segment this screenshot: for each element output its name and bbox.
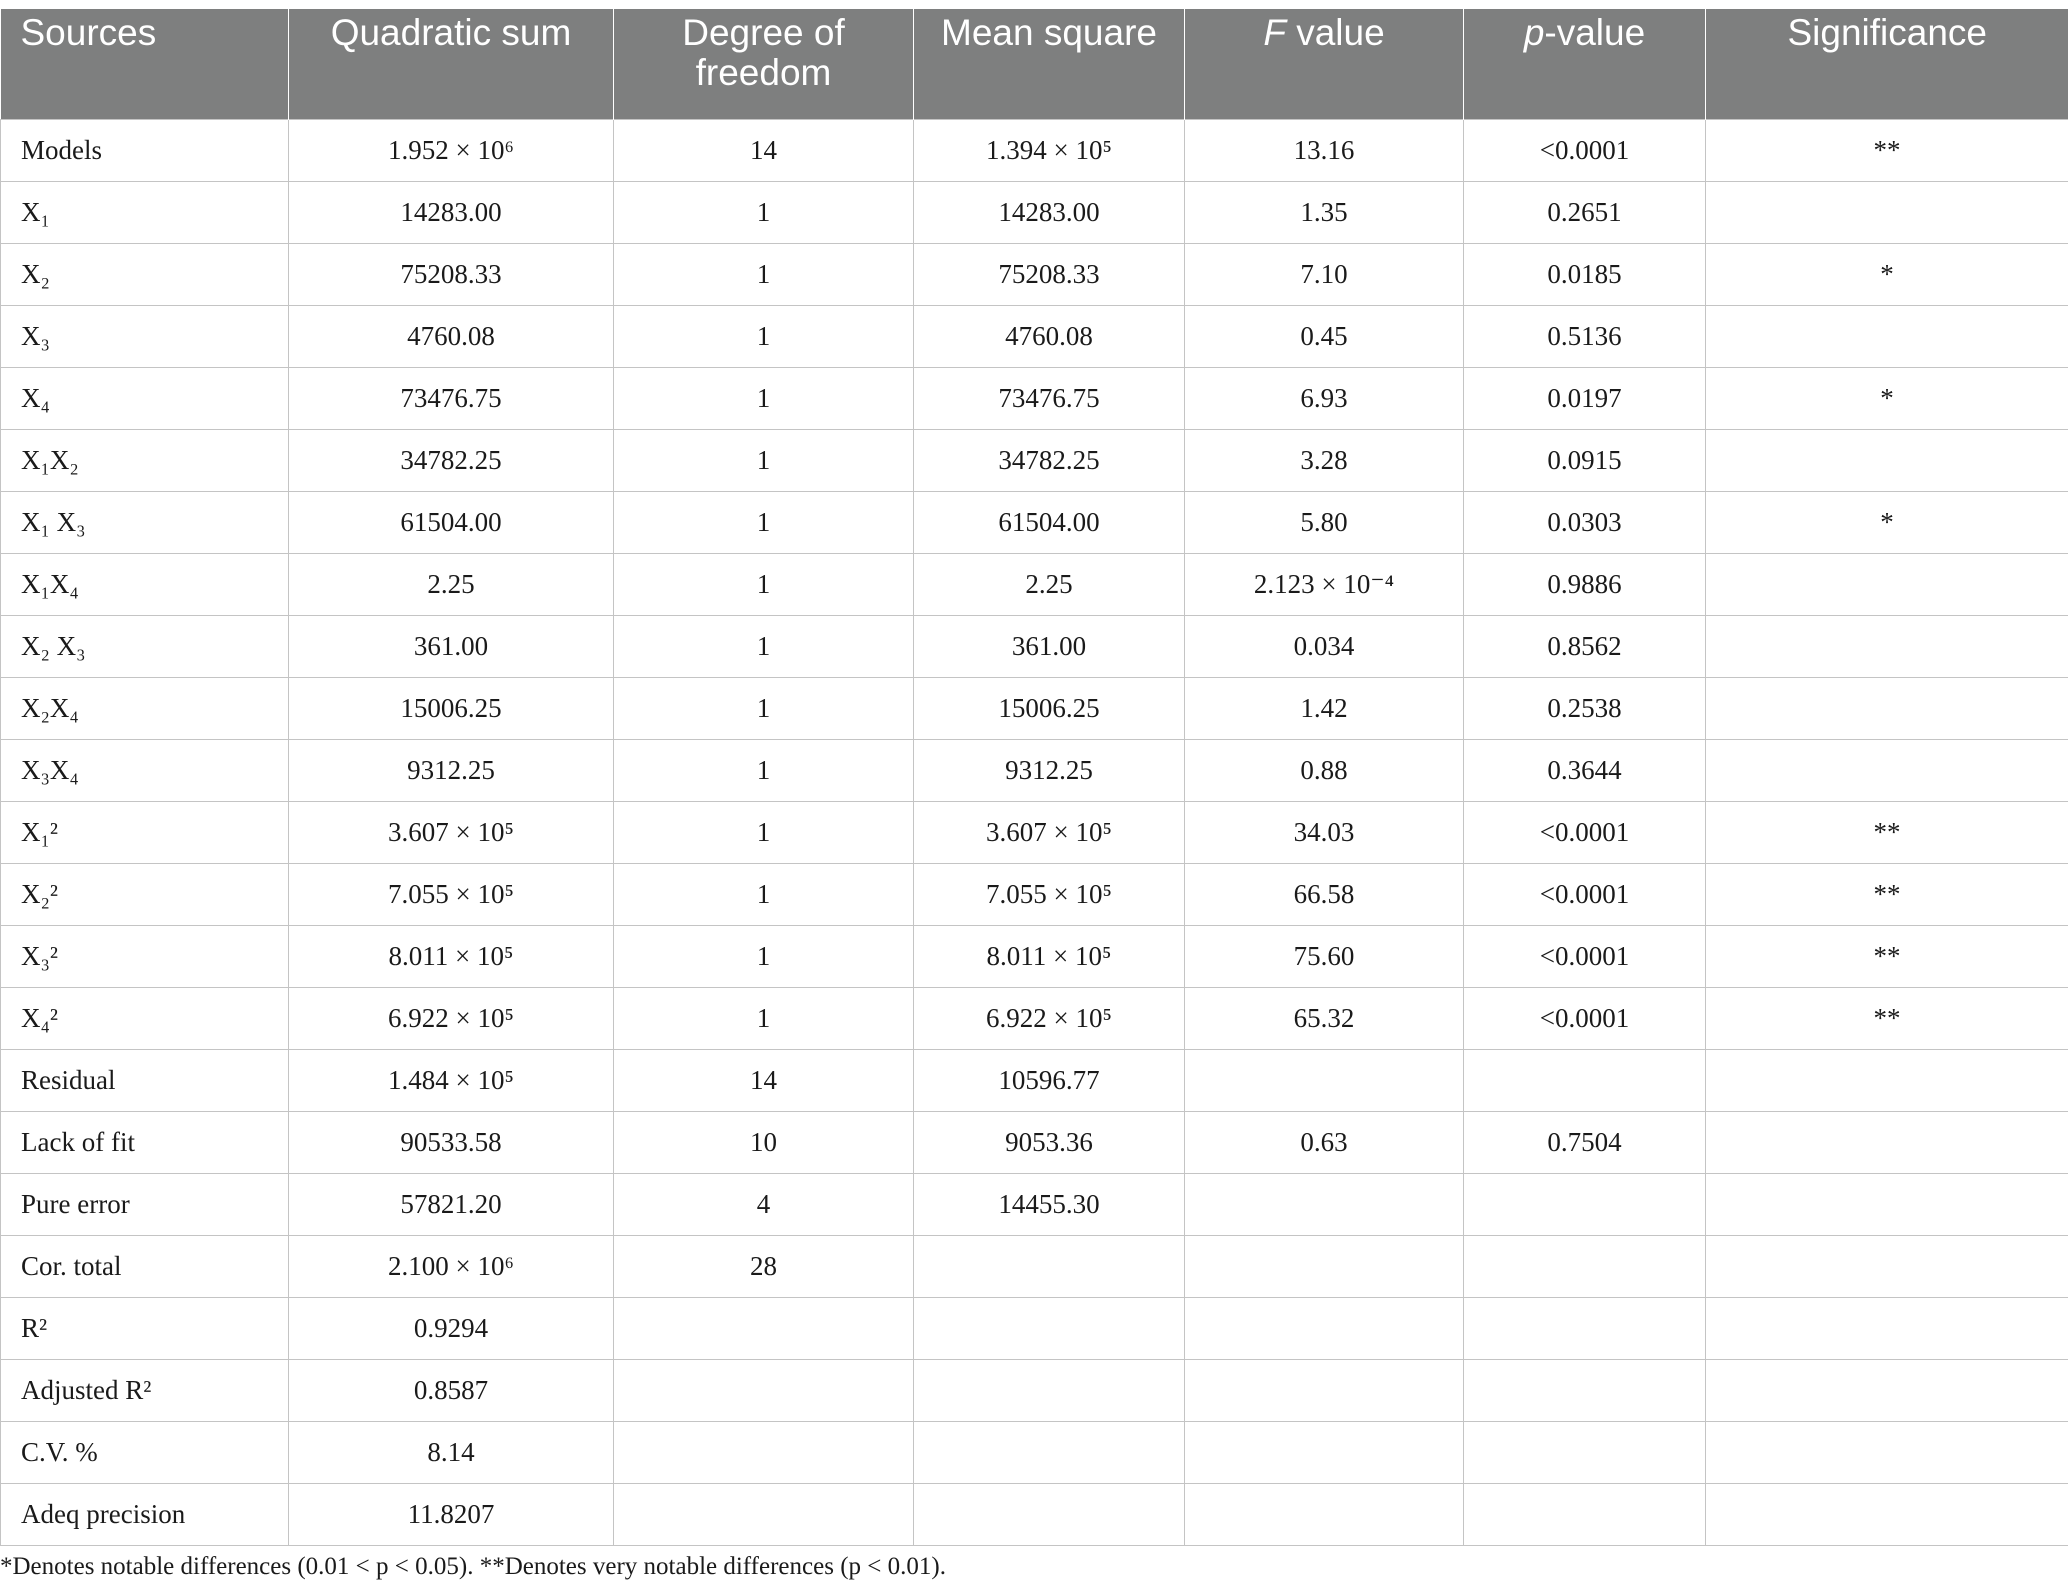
table-body	[1, 119, 2068, 1545]
quadratic-sum-cell: 2.25	[289, 553, 614, 615]
f-value-cell: 0.63	[1185, 1111, 1464, 1173]
significance-cell: *	[1706, 243, 2068, 305]
header-quadratic-sum: Quadratic sum	[289, 9, 614, 119]
mean-square-cell: 2.25	[914, 553, 1185, 615]
table-row	[1, 1173, 2068, 1235]
header-f-symbol: F	[1263, 12, 1286, 53]
header-f-value	[1185, 9, 1464, 119]
mean-square-cell: 15006.25	[914, 677, 1185, 739]
mean-square-cell	[914, 1483, 1185, 1545]
header-p-label: -value	[1544, 12, 1646, 53]
degree-of-freedom-cell: 1	[614, 367, 914, 429]
significance-cell: **	[1706, 863, 2068, 925]
f-value-cell: 1.42	[1185, 677, 1464, 739]
table-row	[1, 863, 2068, 925]
source-cell: X₁	[1, 181, 289, 243]
table-row	[1, 739, 2068, 801]
source-cell: X₂ X₃	[1, 615, 289, 677]
table-row	[1, 181, 2068, 243]
mean-square-cell: 6.922 × 10⁵	[914, 987, 1185, 1049]
mean-square-cell: 8.011 × 10⁵	[914, 925, 1185, 987]
quadratic-sum-cell: 61504.00	[289, 491, 614, 553]
degree-of-freedom-cell: 1	[614, 987, 914, 1049]
source-cell: X₂X₄	[1, 677, 289, 739]
source-cell: X₂	[1, 243, 289, 305]
significance-cell	[1706, 1297, 2068, 1359]
p-value-cell	[1464, 1483, 1706, 1545]
degree-of-freedom-cell	[614, 1483, 914, 1545]
significance-cell	[1706, 181, 2068, 243]
degree-of-freedom-cell: 1	[614, 863, 914, 925]
degree-of-freedom-cell: 1	[614, 553, 914, 615]
f-value-cell	[1185, 1049, 1464, 1111]
p-value-cell: <0.0001	[1464, 987, 1706, 1049]
significance-cell: **	[1706, 925, 2068, 987]
degree-of-freedom-cell	[614, 1359, 914, 1421]
significance-cell: **	[1706, 801, 2068, 863]
significance-cell	[1706, 1235, 2068, 1297]
quadratic-sum-cell: 9312.25	[289, 739, 614, 801]
source-cell: C.V. %	[1, 1421, 289, 1483]
p-value-cell	[1464, 1359, 1706, 1421]
quadratic-sum-cell: 0.8587	[289, 1359, 614, 1421]
table-row	[1, 553, 2068, 615]
p-value-cell: 0.7504	[1464, 1111, 1706, 1173]
significance-cell	[1706, 1421, 2068, 1483]
table-row	[1, 615, 2068, 677]
p-value-cell	[1464, 1173, 1706, 1235]
table-row	[1, 1359, 2068, 1421]
table-row	[1, 429, 2068, 491]
table-row	[1, 491, 2068, 553]
mean-square-cell: 9312.25	[914, 739, 1185, 801]
source-cell: X₄	[1, 367, 289, 429]
mean-square-cell: 4760.08	[914, 305, 1185, 367]
f-value-cell: 34.03	[1185, 801, 1464, 863]
mean-square-cell: 14283.00	[914, 181, 1185, 243]
f-value-cell: 75.60	[1185, 925, 1464, 987]
significance-cell	[1706, 1173, 2068, 1235]
quadratic-sum-cell: 8.14	[289, 1421, 614, 1483]
f-value-cell: 0.45	[1185, 305, 1464, 367]
f-value-cell: 3.28	[1185, 429, 1464, 491]
degree-of-freedom-cell: 28	[614, 1235, 914, 1297]
table-header	[1, 9, 2068, 119]
significance-cell	[1706, 677, 2068, 739]
source-cell: X₃X₄	[1, 739, 289, 801]
significance-cell	[1706, 1359, 2068, 1421]
source-cell: Cor. total	[1, 1235, 289, 1297]
quadratic-sum-cell: 90533.58	[289, 1111, 614, 1173]
mean-square-cell	[914, 1235, 1185, 1297]
f-value-cell: 0.034	[1185, 615, 1464, 677]
p-value-cell: 0.5136	[1464, 305, 1706, 367]
quadratic-sum-cell: 3.607 × 10⁵	[289, 801, 614, 863]
degree-of-freedom-cell: 14	[614, 119, 914, 181]
quadratic-sum-cell: 2.100 × 10⁶	[289, 1235, 614, 1297]
header-p-symbol: p	[1523, 12, 1545, 53]
quadratic-sum-cell: 34782.25	[289, 429, 614, 491]
degree-of-freedom-cell: 1	[614, 305, 914, 367]
table-row	[1, 119, 2068, 181]
table-row	[1, 925, 2068, 987]
mean-square-cell: 10596.77	[914, 1049, 1185, 1111]
f-value-cell: 6.93	[1185, 367, 1464, 429]
quadratic-sum-cell: 8.011 × 10⁵	[289, 925, 614, 987]
source-cell: X₁X₂	[1, 429, 289, 491]
source-cell: X₂²	[1, 863, 289, 925]
quadratic-sum-cell: 1.952 × 10⁶	[289, 119, 614, 181]
f-value-cell: 0.88	[1185, 739, 1464, 801]
p-value-cell: 0.2651	[1464, 181, 1706, 243]
f-value-cell	[1185, 1235, 1464, 1297]
mean-square-cell: 9053.36	[914, 1111, 1185, 1173]
significance-cell: **	[1706, 119, 2068, 181]
p-value-cell: 0.0303	[1464, 491, 1706, 553]
table-row	[1, 243, 2068, 305]
degree-of-freedom-cell: 1	[614, 181, 914, 243]
p-value-cell: <0.0001	[1464, 863, 1706, 925]
degree-of-freedom-cell: 10	[614, 1111, 914, 1173]
significance-cell	[1706, 1483, 2068, 1545]
degree-of-freedom-cell: 1	[614, 739, 914, 801]
degree-of-freedom-cell: 4	[614, 1173, 914, 1235]
quadratic-sum-cell: 4760.08	[289, 305, 614, 367]
table-row	[1, 367, 2068, 429]
mean-square-cell	[914, 1421, 1185, 1483]
source-cell: X₁X₄	[1, 553, 289, 615]
degree-of-freedom-cell: 14	[614, 1049, 914, 1111]
mean-square-cell: 61504.00	[914, 491, 1185, 553]
significance-cell	[1706, 739, 2068, 801]
mean-square-cell: 14455.30	[914, 1173, 1185, 1235]
significance-cell	[1706, 553, 2068, 615]
quadratic-sum-cell: 57821.20	[289, 1173, 614, 1235]
p-value-cell: 0.8562	[1464, 615, 1706, 677]
significance-cell	[1706, 429, 2068, 491]
source-cell: X₃	[1, 305, 289, 367]
header-mean-square: Mean square	[914, 9, 1185, 119]
table-row	[1, 987, 2068, 1049]
source-cell: Pure error	[1, 1173, 289, 1235]
quadratic-sum-cell: 15006.25	[289, 677, 614, 739]
significance-cell: *	[1706, 491, 2068, 553]
header-sources: Sources	[1, 9, 289, 119]
table-row	[1, 1049, 2068, 1111]
p-value-cell: 0.3644	[1464, 739, 1706, 801]
source-cell: X₄²	[1, 987, 289, 1049]
quadratic-sum-cell: 73476.75	[289, 367, 614, 429]
header-significance: Significance	[1706, 9, 2068, 119]
degree-of-freedom-cell: 1	[614, 801, 914, 863]
significance-cell: **	[1706, 987, 2068, 1049]
source-cell: X₁ X₃	[1, 491, 289, 553]
f-value-cell: 13.16	[1185, 119, 1464, 181]
table-row	[1, 1297, 2068, 1359]
mean-square-cell	[914, 1359, 1185, 1421]
p-value-cell: 0.0185	[1464, 243, 1706, 305]
table-row	[1, 1235, 2068, 1297]
mean-square-cell: 34782.25	[914, 429, 1185, 491]
p-value-cell: 0.0197	[1464, 367, 1706, 429]
table-row	[1, 801, 2068, 863]
degree-of-freedom-cell: 1	[614, 677, 914, 739]
mean-square-cell: 7.055 × 10⁵	[914, 863, 1185, 925]
source-cell: R²	[1, 1297, 289, 1359]
f-value-cell	[1185, 1421, 1464, 1483]
mean-square-cell: 3.607 × 10⁵	[914, 801, 1185, 863]
f-value-cell	[1185, 1483, 1464, 1545]
quadratic-sum-cell: 75208.33	[289, 243, 614, 305]
f-value-cell: 65.32	[1185, 987, 1464, 1049]
degree-of-freedom-cell: 1	[614, 925, 914, 987]
p-value-cell	[1464, 1297, 1706, 1359]
mean-square-cell: 73476.75	[914, 367, 1185, 429]
significance-cell	[1706, 1049, 2068, 1111]
quadratic-sum-cell: 11.8207	[289, 1483, 614, 1545]
header-row	[1, 9, 2068, 119]
table-row	[1, 1111, 2068, 1173]
degree-of-freedom-cell: 1	[614, 243, 914, 305]
f-value-cell	[1185, 1359, 1464, 1421]
quadratic-sum-cell: 0.9294	[289, 1297, 614, 1359]
p-value-cell: <0.0001	[1464, 801, 1706, 863]
header-f-label: value	[1285, 12, 1385, 53]
quadratic-sum-cell: 6.922 × 10⁵	[289, 987, 614, 1049]
source-cell: Lack of fit	[1, 1111, 289, 1173]
degree-of-freedom-cell: 1	[614, 429, 914, 491]
source-cell: X₃²	[1, 925, 289, 987]
significance-cell	[1706, 1111, 2068, 1173]
f-value-cell	[1185, 1297, 1464, 1359]
significance-cell	[1706, 305, 2068, 367]
quadratic-sum-cell: 1.484 × 10⁵	[289, 1049, 614, 1111]
p-value-cell: 0.0915	[1464, 429, 1706, 491]
mean-square-cell: 361.00	[914, 615, 1185, 677]
source-cell: Adjusted R²	[1, 1359, 289, 1421]
header-degree-of-freedom-line1: Degree of	[682, 12, 845, 53]
p-value-cell	[1464, 1049, 1706, 1111]
f-value-cell	[1185, 1173, 1464, 1235]
anova-table	[0, 9, 2068, 1546]
table-row	[1, 677, 2068, 739]
header-p-value	[1464, 9, 1706, 119]
mean-square-cell: 75208.33	[914, 243, 1185, 305]
degree-of-freedom-cell	[614, 1421, 914, 1483]
f-value-cell: 7.10	[1185, 243, 1464, 305]
p-value-cell: 0.9886	[1464, 553, 1706, 615]
source-cell: Adeq precision	[1, 1483, 289, 1545]
source-cell: Models	[1, 119, 289, 181]
table-row	[1, 1483, 2068, 1545]
p-value-cell: 0.2538	[1464, 677, 1706, 739]
table-row	[1, 305, 2068, 367]
p-value-cell: <0.0001	[1464, 925, 1706, 987]
f-value-cell: 2.123 × 10⁻⁴	[1185, 553, 1464, 615]
table-row	[1, 1421, 2068, 1483]
header-degree-of-freedom-line2: freedom	[695, 52, 832, 93]
p-value-cell	[1464, 1421, 1706, 1483]
f-value-cell: 66.58	[1185, 863, 1464, 925]
quadratic-sum-cell: 7.055 × 10⁵	[289, 863, 614, 925]
degree-of-freedom-cell	[614, 1297, 914, 1359]
mean-square-cell: 1.394 × 10⁵	[914, 119, 1185, 181]
f-value-cell: 1.35	[1185, 181, 1464, 243]
quadratic-sum-cell: 361.00	[289, 615, 614, 677]
quadratic-sum-cell: 14283.00	[289, 181, 614, 243]
degree-of-freedom-cell: 1	[614, 615, 914, 677]
source-cell: Residual	[1, 1049, 289, 1111]
significance-cell	[1706, 615, 2068, 677]
source-cell: X₁²	[1, 801, 289, 863]
significance-cell: *	[1706, 367, 2068, 429]
mean-square-cell	[914, 1297, 1185, 1359]
p-value-cell: <0.0001	[1464, 119, 1706, 181]
header-degree-of-freedom	[614, 9, 914, 119]
degree-of-freedom-cell: 1	[614, 491, 914, 553]
f-value-cell: 5.80	[1185, 491, 1464, 553]
table-footnote: *Denotes notable differences (0.01 < p < 0.05). **Denotes very notable differences (p < 0.01).	[0, 1553, 946, 1580]
p-value-cell	[1464, 1235, 1706, 1297]
